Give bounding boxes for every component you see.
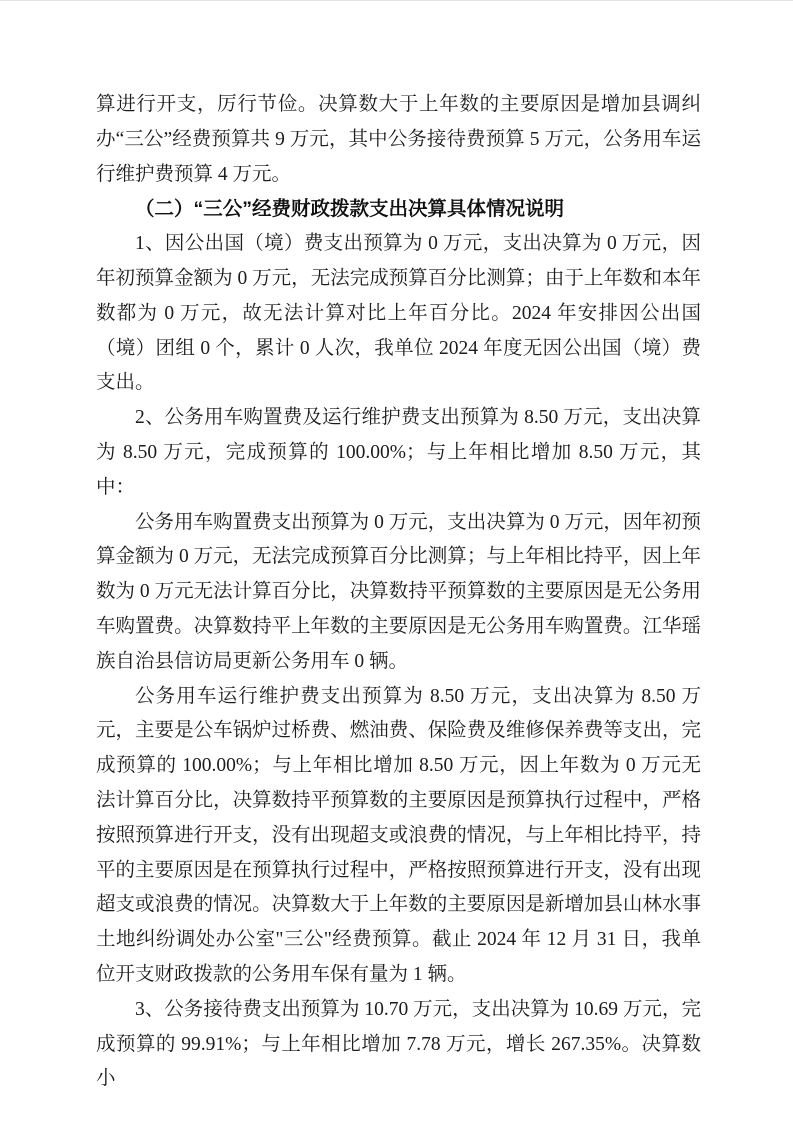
document-text-block xyxy=(96,88,701,1097)
paragraph-vehicle-purchase: 公务用车购置费支出预算为 0 万元，支出决算为 0 万元，因年初预算金额为 0 万元，无法完成预算百分比测算；与上年相比持平，因上年数为 0 万元无法计算百分比，决算数持平预算数的主要原因是无公务用车购置费。决算数持平上年数的主要原因是无公务用车购置费。江华瑶族自治县信访局更新公务用车 0 辆。 xyxy=(96,511,701,672)
paragraph-vehicle-maintenance: 公务用车运行维护费支出预算为 8.50 万元，支出决算为 8.50 万元，主要是公车锅炉过桥费、燃油费、保险费及维修保养费等支出，完成预算的 100.00%；与上年相比增加 8.50 万元，因上年数为 0 万元无法计算百分比，决算数持平预算数的主要原因是预算执行过程中，严格按照预算进行开支，没有出现超支或浪费的情况，与上年相比持平，持平的主要原因是在预算执行过程中，严格按照预算进行开支，没有出现超支或浪费的情况。决算数大于上年数的主要原因是新增加县山林水事土地纠纷调处办公室"三公"经费预算。截止 2024 年 12 月 31 日，我单位开支财政拨款的公务用车保有量为 1 辆。 xyxy=(96,685,701,985)
paragraph-continuation: 算进行开支，厉行节俭。决算数大于上年数的主要原因是增加县调纠办“三公”经费预算共 9 万元，其中公务接待费预算 5 万元，公务用车运行维护费预算 4 万元。 xyxy=(96,94,701,185)
paragraph-vehicle-total: 2、公务用车购置费及运行维护费支出预算为 8.50 万元，支出决算为 8.50 万元，完成预算的 100.00%；与上年相比增加 8.50 万元，其中： xyxy=(96,407,701,498)
paragraph-overseas-travel: 1、因公出国（境）费支出预算为 0 万元，支出决算为 0 万元，因年初预算金额为 0 万元，无法完成预算百分比测算；由于上年数和本年数都为 0 万元，故无法计算对比上年百分比。2024 年安排因公出国（境）团组 0 个，累计 0 人次，我单位 2024 年度无因公出国（境）费支出。 xyxy=(96,233,701,394)
section-heading: （二）“三公”经费财政拨款支出决算具体情况说明 xyxy=(135,198,565,221)
paragraph-official-reception: 3、公务接待费支出预算为 10.70 万元，支出决算为 10.69 万元，完成预算的 99.91%；与上年相比增加 7.78 万元，增长 267.35%。决算数小 xyxy=(96,998,701,1090)
